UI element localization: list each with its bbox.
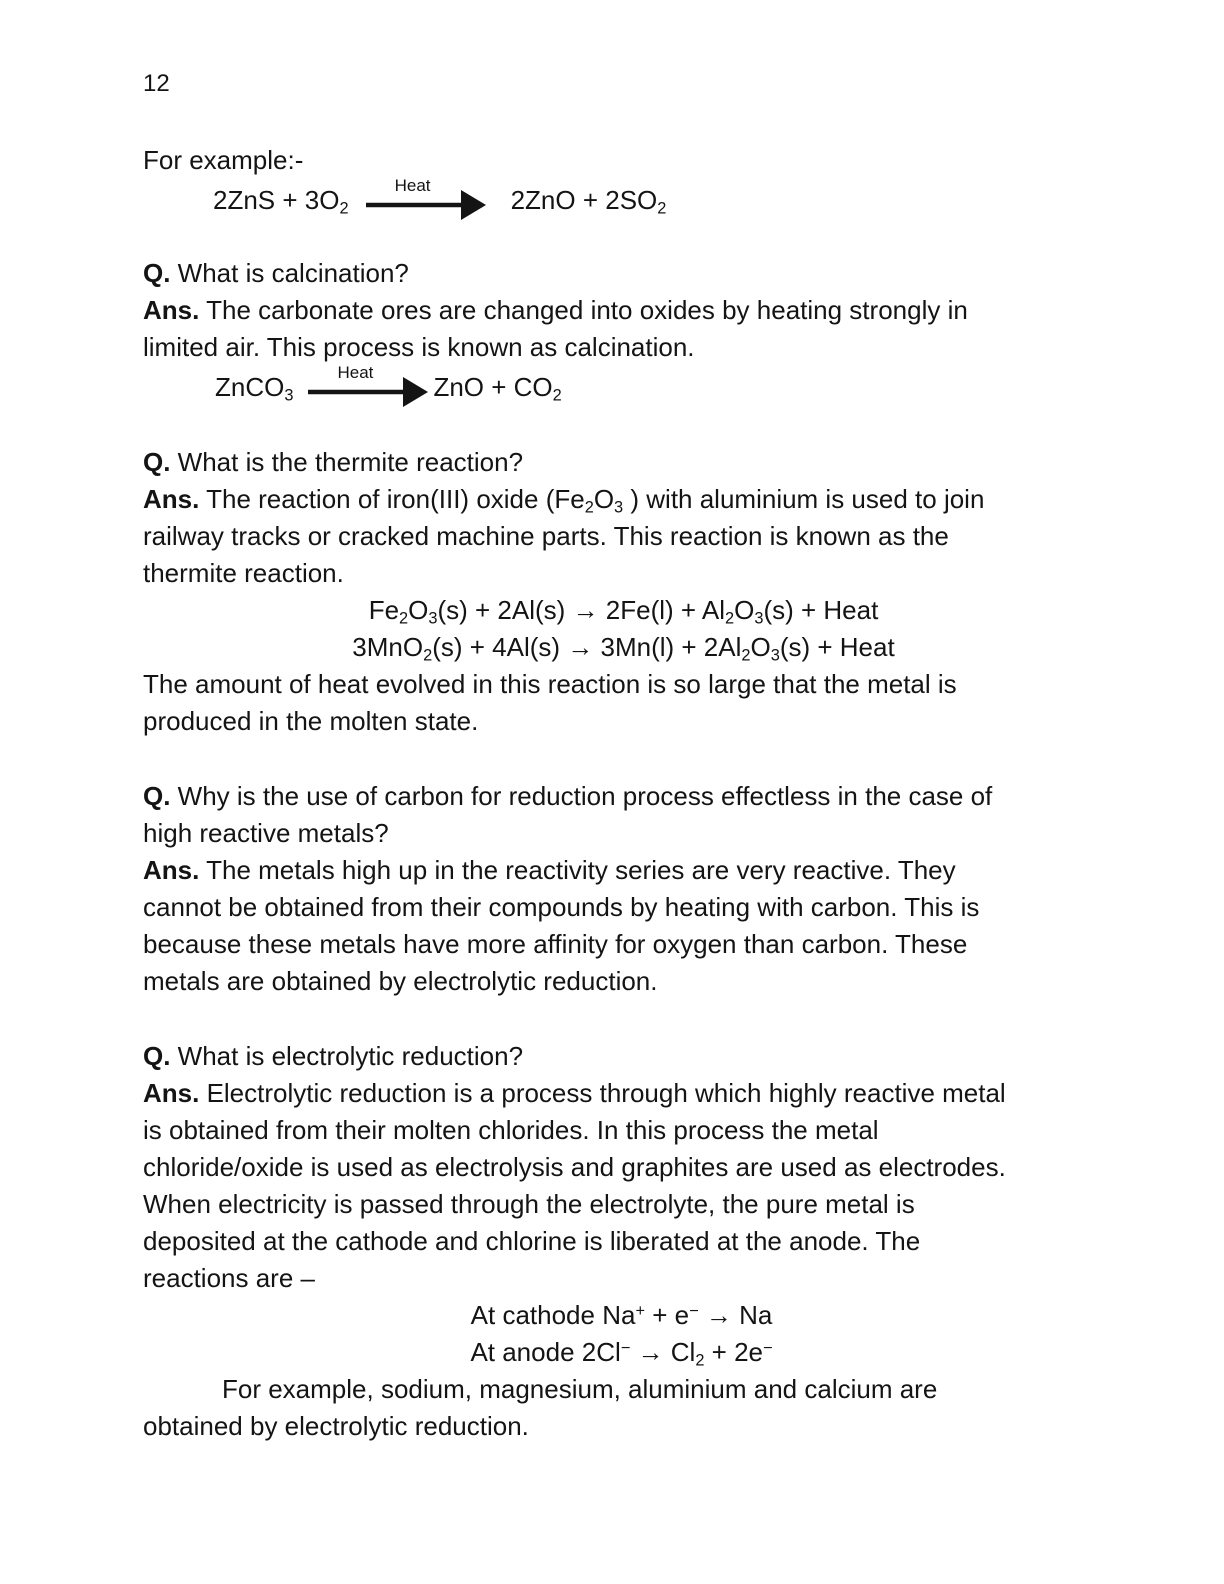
equation-rhs: ZnO + $CO_2$ xyxy=(433,372,562,405)
question-carbon-reduction: Q. Why is the use of carbon for reduction process effectless in the case of high reactive metals? xyxy=(143,781,993,848)
equation-rhs: $2ZnO + 2SO_2$ xyxy=(510,185,667,218)
question-electrolytic: Q. What is electrolytic reduction? xyxy=(143,1041,524,1071)
thermite-note: The amount of heat evolved in this reaction is so large that the metal is produced in the molten state. xyxy=(143,669,957,736)
equation-lhs: $2ZnS + 3O_2$ xyxy=(213,185,349,218)
equation-calcination xyxy=(215,363,1124,408)
question-thermite: Q. What is the thermite reaction? xyxy=(143,447,524,477)
equation-zns-roasting xyxy=(213,176,1124,221)
closing-paragraph: For example, sodium, magnesium, aluminium and calcium are obtained by electrolytic reduction. xyxy=(143,1374,938,1441)
answer-calcination: Ans. The carbonate ores are changed into oxides by heating strongly in limited air. This process is known as calcination. xyxy=(143,295,968,362)
equation-lhs: ZnCO$_3$ xyxy=(215,372,294,405)
for-example-label: For example:- xyxy=(143,145,304,175)
answer-carbon-reduction: Ans. The metals high up in the reactivity series are very reactive. They cannot be obtained from their compounds by heating with carbon. This is because these metals have more affinity for oxygen than carbon. These metals are obtained by electrolytic reduction. xyxy=(143,855,980,996)
thermite-equations: $Fe_2O_3(s) + 2Al(s) \to 2Fe(l) + Al_2O_3(s)$ + Heat $3MnO_2(s) + 4Al(s) \to 3Mn(l) + 2Al_2O_3(s)$ + Heat xyxy=(352,595,895,665)
answer-electrolytic: Ans. Electrolytic reduction is a process through which highly reactive metal is obtained from their molten chlorides. In this process the metal chloride/oxide is used as electrolysis and graphites are used as electrodes. When electricity is passed through the electrolyte, the pure metal is deposited at the cathode and chlorine is liberated at the anode. The reactions are – xyxy=(143,1078,1006,1293)
heat-label: Heat xyxy=(394,176,431,195)
heat-label: Heat xyxy=(337,363,374,382)
question-calcination: Q. What is calcination? xyxy=(143,258,409,288)
heat-arrow xyxy=(365,176,487,221)
page-number: 12 xyxy=(143,70,170,97)
anode-reaction: At anode $2Cl^- \to Cl_2 + 2e^-$ xyxy=(470,1337,773,1370)
answer-thermite: Ans. The reaction of iron(III) oxide ($Fe_2O_3$ ) with aluminium is used to join railway tracks or cracked machine parts. This reaction is known as the thermite reaction. xyxy=(143,484,985,588)
cathode-reaction: At cathode Na+ + e− → Na xyxy=(470,1300,773,1330)
heat-arrow xyxy=(307,363,429,408)
